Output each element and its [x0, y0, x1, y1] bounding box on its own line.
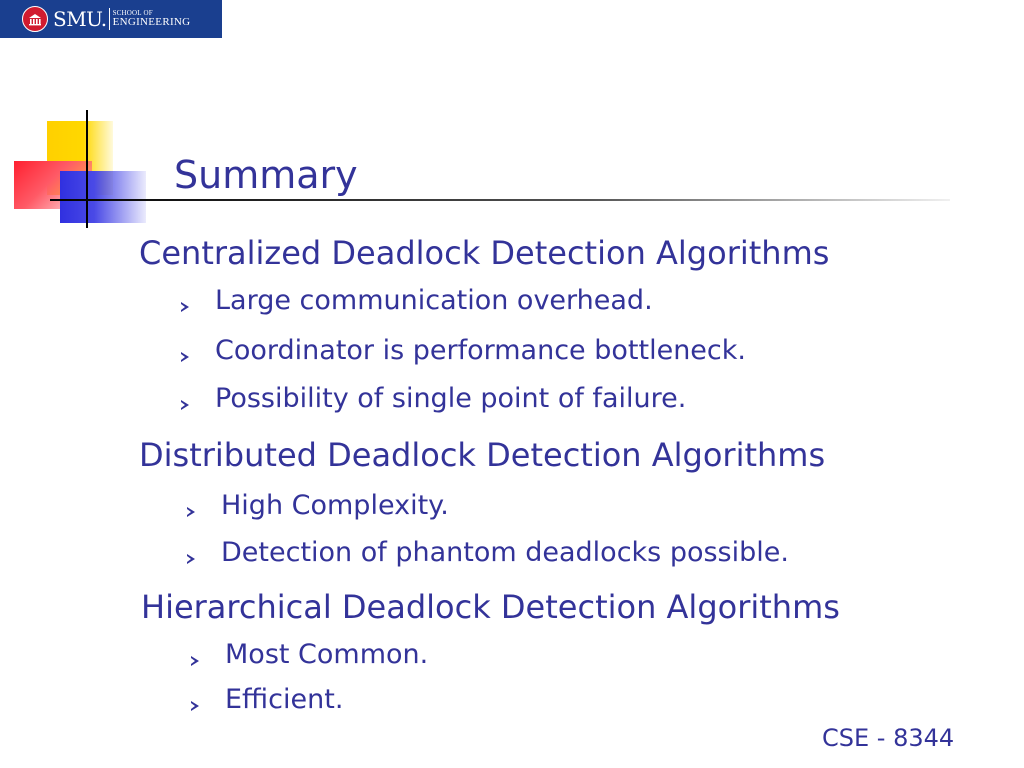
bullet-item: Possibility of single point of failure.	[215, 383, 687, 414]
bullet-item: Efficient.	[225, 684, 344, 715]
bullet-arrow-icon	[181, 352, 189, 362]
bullet-arrow-icon	[181, 302, 189, 312]
logo-divider	[109, 8, 110, 30]
section-heading-centralized: Centralized Deadlock Detection Algorithms	[139, 234, 830, 272]
title-underline	[50, 199, 950, 201]
slide-title: Summary	[174, 153, 358, 197]
bullet-arrow-icon	[187, 554, 195, 564]
logo-brand: SMU.	[53, 7, 107, 31]
bullet-item: High Complexity.	[221, 490, 449, 521]
slide-footer-course-code: CSE - 8344	[822, 724, 955, 752]
bullet-arrow-icon	[187, 507, 195, 517]
bullet-item: Most Common.	[225, 639, 429, 670]
logo-school-line1: SCHOOL OF	[112, 9, 153, 17]
decor-vertical-line	[86, 110, 88, 228]
logo-school-line2: ENGINEERING	[112, 16, 191, 28]
bullet-arrow-icon	[191, 656, 199, 666]
decor-blue-square	[60, 171, 146, 223]
smu-engineering-logo	[0, 0, 222, 38]
bullet-arrow-icon	[191, 701, 199, 711]
section-heading-distributed: Distributed Deadlock Detection Algorithms	[139, 436, 826, 474]
bullet-item: Large communication overhead.	[215, 285, 653, 316]
bullet-item: Coordinator is performance bottleneck.	[215, 335, 746, 366]
section-heading-hierarchical: Hierarchical Deadlock Detection Algorithms	[141, 588, 840, 626]
bullet-item: Detection of phantom deadlocks possible.	[221, 537, 789, 568]
bullet-arrow-icon	[181, 400, 189, 410]
smu-seal-icon	[22, 6, 48, 32]
logo-school	[113, 10, 191, 28]
